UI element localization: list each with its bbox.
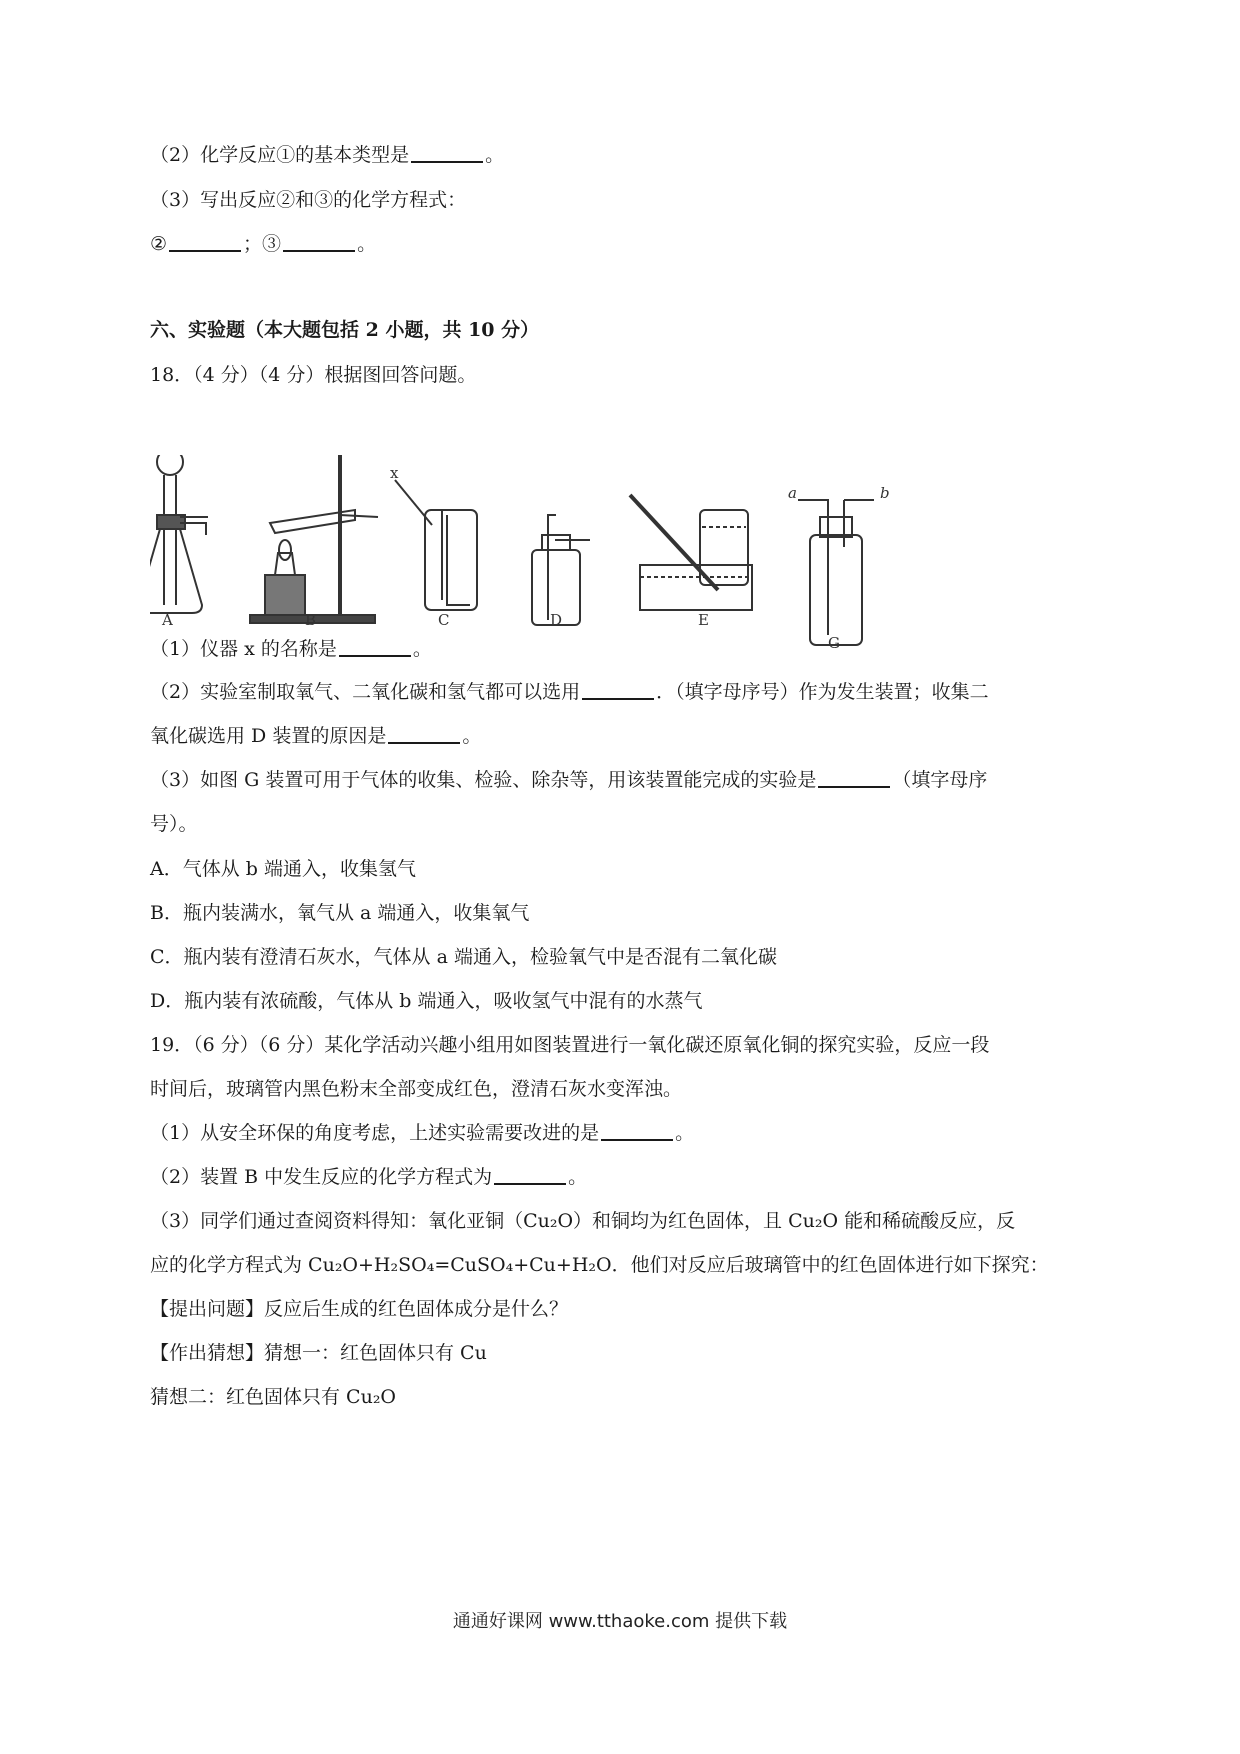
punct: 。 bbox=[462, 725, 482, 747]
q19-part3-text: （3）同学们通过查阅资料得知：氧化亚铜（Cu₂O）和铜均为红色固体，且 Cu₂O 能和稀硫酸反应，反 bbox=[150, 1210, 1016, 1232]
q19-part2-text: （2）装置 B 中发生反应的化学方程式为 bbox=[150, 1166, 493, 1188]
q18-part3-text: （3）如图 G 装置可用于气体的收集、检验、除杂等，用该装置能完成的实验是 bbox=[150, 769, 817, 791]
label-g: G bbox=[828, 634, 840, 652]
circled-3: ；③ bbox=[243, 233, 282, 255]
q18-part3-line2 bbox=[150, 812, 198, 836]
q19-part2 bbox=[150, 1165, 587, 1189]
q19-part3-text2: 应的化学方程式为 Cu₂O+H₂SO₄=CuSO₄+Cu+H₂O．他们对反应后玻璃管中的红色固体进行如下探究： bbox=[150, 1254, 1049, 1276]
option-a-text: A．气体从 b 端通入，收集氢气 bbox=[150, 858, 416, 880]
q18-part3 bbox=[150, 768, 987, 792]
apparatus-d bbox=[532, 515, 590, 625]
answer-blank[interactable] bbox=[818, 768, 890, 788]
q17-part3-answers bbox=[150, 232, 376, 256]
answer-blank[interactable] bbox=[169, 232, 241, 252]
label-x: x bbox=[390, 464, 399, 482]
q18-part3-text-cont: （填字母序 bbox=[892, 769, 988, 791]
q19-part3 bbox=[150, 1209, 1015, 1233]
label-e: E bbox=[698, 611, 709, 629]
apparatus-b bbox=[250, 455, 378, 623]
q17-part2-text: （2）化学反应①的基本类型是 bbox=[150, 144, 410, 166]
q18-part2 bbox=[150, 680, 989, 704]
page-footer: 通通好课网 www.tthaoke.com 提供下载 bbox=[452, 1611, 788, 1632]
q18-stem bbox=[150, 363, 476, 387]
answer-blank[interactable] bbox=[339, 637, 411, 657]
ask-question-text: 【提出问题】反应后生成的红色固体成分是什么？ bbox=[150, 1298, 569, 1320]
hypothesis-2-text: 猜想二：红色固体只有 Cu₂O bbox=[150, 1386, 397, 1408]
answer-blank[interactable] bbox=[582, 680, 654, 700]
q19-part1-text: （1）从安全环保的角度考虑，上述实验需要改进的是 bbox=[150, 1122, 600, 1144]
q19-text: 19．（6 分）（6 分）某化学活动兴趣小组用如图装置进行一氧化碳还原氧化铜的探究实验，反应一段 bbox=[150, 1034, 990, 1056]
section-title: 六、实验题（本大题包括 2 小题，共 10 分） bbox=[150, 319, 540, 341]
q17-part2 bbox=[150, 143, 504, 167]
q18-part2-text-cont: ．（填字母序号）作为发生装置；收集二 bbox=[656, 681, 989, 703]
q17-part3 bbox=[150, 188, 466, 212]
q18-part2-line2 bbox=[150, 724, 481, 748]
circled-2: ② bbox=[150, 233, 168, 255]
option-d bbox=[150, 989, 702, 1013]
answer-blank[interactable] bbox=[411, 143, 483, 163]
option-d-text: D．瓶内装有浓硫酸，气体从 b 端通入，吸收氢气中混有的水蒸气 bbox=[150, 990, 703, 1012]
answer-blank[interactable] bbox=[494, 1165, 566, 1185]
option-a bbox=[150, 857, 416, 881]
punct: 。 bbox=[357, 233, 377, 255]
hypothesis-1-text: 【作出猜想】猜想一：红色固体只有 Cu bbox=[150, 1342, 487, 1364]
ask-question bbox=[150, 1297, 568, 1321]
q18-part1 bbox=[150, 637, 432, 661]
option-c bbox=[150, 945, 777, 969]
q19-text2: 时间后，玻璃管内黑色粉末全部变成红色，澄清石灰水变浑浊。 bbox=[150, 1078, 683, 1100]
punct: 。 bbox=[675, 1122, 695, 1144]
apparatus-e bbox=[630, 495, 752, 610]
label-c: C bbox=[438, 611, 450, 629]
label-a: A bbox=[162, 611, 173, 629]
punct: 。 bbox=[568, 1166, 588, 1188]
apparatus-c bbox=[395, 480, 477, 610]
option-b-text: B．瓶内装满水，氧气从 a 端通入，收集氧气 bbox=[150, 902, 530, 924]
hypothesis-2 bbox=[150, 1385, 396, 1409]
q18-part2-text: （2）实验室制取氧气、二氧化碳和氢气都可以选用 bbox=[150, 681, 581, 703]
label-b: B bbox=[305, 611, 317, 629]
q18-part2-text2: 氧化碳选用 D 装置的原因是 bbox=[150, 725, 387, 747]
label-a-port: a bbox=[788, 484, 797, 502]
apparatus-a bbox=[150, 455, 208, 613]
punct: 。 bbox=[485, 144, 505, 166]
section-heading bbox=[150, 318, 539, 342]
answer-blank[interactable] bbox=[601, 1121, 673, 1141]
q19-stem-line2 bbox=[150, 1077, 682, 1101]
hypothesis-1 bbox=[150, 1341, 487, 1365]
q19-part1 bbox=[150, 1121, 694, 1145]
q17-part3-text: （3）写出反应②和③的化学方程式： bbox=[150, 189, 467, 211]
answer-blank[interactable] bbox=[388, 724, 460, 744]
option-c-text: C．瓶内装有澄清石灰水，气体从 a 端通入，检验氧气中是否混有二氧化碳 bbox=[150, 946, 777, 968]
q18-part3-text2: 号）。 bbox=[150, 813, 198, 835]
q19-part3-line2 bbox=[150, 1253, 1049, 1277]
punct: 。 bbox=[412, 638, 432, 660]
option-b bbox=[150, 901, 529, 925]
answer-blank[interactable] bbox=[283, 232, 355, 252]
label-b-port: b bbox=[880, 484, 890, 502]
label-d: D bbox=[550, 611, 563, 629]
apparatus-g bbox=[798, 500, 874, 645]
q19-stem bbox=[150, 1033, 989, 1057]
q18-part1-text: （1）仪器 x 的名称是 bbox=[150, 638, 337, 660]
q18-text: 18．（4 分）（4 分）根据图回答问题。 bbox=[150, 364, 477, 386]
